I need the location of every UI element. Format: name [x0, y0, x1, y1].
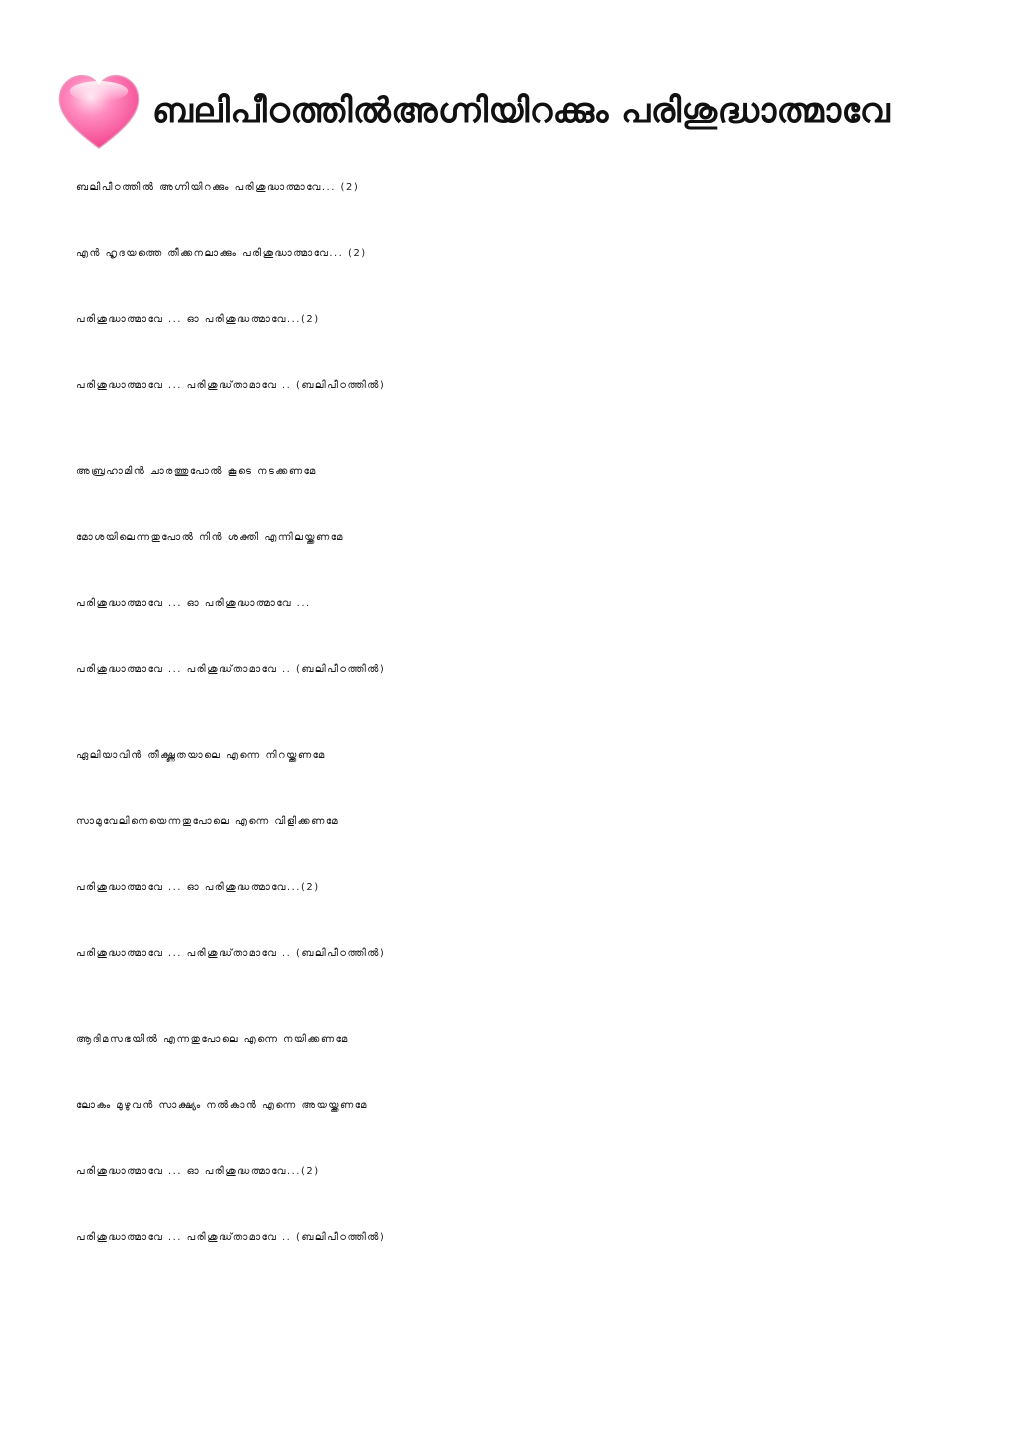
lyric-line: എൻ ഹൃദയത്തെ തീക്കനലാക്കും പരിശുദ്ധാത്മാവേ... (2) [76, 248, 367, 259]
page-title: ബലിപീഠത്തിൽഅഗ്നിയിറക്കും പരിശുദ്ധാത്മാവേ [152, 91, 891, 132]
lyric-line: ആദിമസഭയിൽ എന്നതുപോലെ എന്നെ നയിക്കണമേ [76, 1034, 349, 1045]
lyrics-body [76, 162, 976, 1298]
lyric-line: പരിശുദ്ധാത്മാവേ ... ഓ പരിശുദ്ധത്മാവേ...(2) [76, 314, 320, 325]
lyric-line: പരിശുദ്ധാത്മാവേ ... പരിശുദ്ധ്താമാവേ .. (ബലിപീഠത്തിൽ) [76, 664, 386, 675]
lyric-line: സാമുവേലിനെയെന്നതുപോലെ എന്നെ വിളിക്കണമേ [76, 816, 339, 827]
title-row [56, 70, 976, 154]
lyric-line: പരിശുദ്ധാത്മാവേ ... പരിശുദ്ധ്താമാവേ .. (ബലിപീഠത്തിൽ) [76, 380, 386, 391]
lyric-line: പരിശുദ്ധാത്മാവേ ... ഓ പരിശുദ്ധത്മാവേ...(2) [76, 1166, 320, 1177]
lyric-line: പരിശുദ്ധാത്മാവേ ... ഓ പരിശുദ്ധാത്മാവേ ... [76, 598, 311, 609]
lyric-line: ബലിപീഠത്തിൽ അഗ്നിയിറക്കും പരിശുദ്ധാത്മാവേ... (2) [76, 182, 360, 193]
stanza [76, 1014, 976, 1278]
lyric-line: അബ്രഹാമിൻ ചാരത്തുപോൽ കൂടെ നടക്കണമേ [76, 466, 317, 477]
stanza [76, 446, 976, 710]
lyric-line: ഏലിയാവിൻ തീക്ഷ്ണതയാലെ എന്നെ നിറയ്ക്കണമേ [76, 750, 326, 761]
lyric-line: മോശയിലെന്നതുപോൽ നിൻ ശക്തി എന്നിലയ്ക്കണമേ [76, 532, 344, 543]
heart-icon [56, 72, 142, 152]
lyric-line: ലോകം മുഴുവൻ സാക്ഷ്യം നൽകാൻ എന്നെ അയയ്ക്കണമേ [76, 1100, 368, 1111]
stanza [76, 730, 976, 994]
lyric-line: പരിശുദ്ധാത്മാവേ ... പരിശുദ്ധ്താമാവേ .. (ബലിപീഠത്തിൽ) [76, 948, 386, 959]
stanza [76, 162, 976, 426]
lyric-line: പരിശുദ്ധാത്മാവേ ... പരിശുദ്ധ്താമാവേ .. (ബലിപീഠത്തിൽ) [76, 1232, 386, 1243]
lyric-line: പരിശുദ്ധാത്മാവേ ... ഓ പരിശുദ്ധത്മാവേ...(2) [76, 882, 320, 893]
